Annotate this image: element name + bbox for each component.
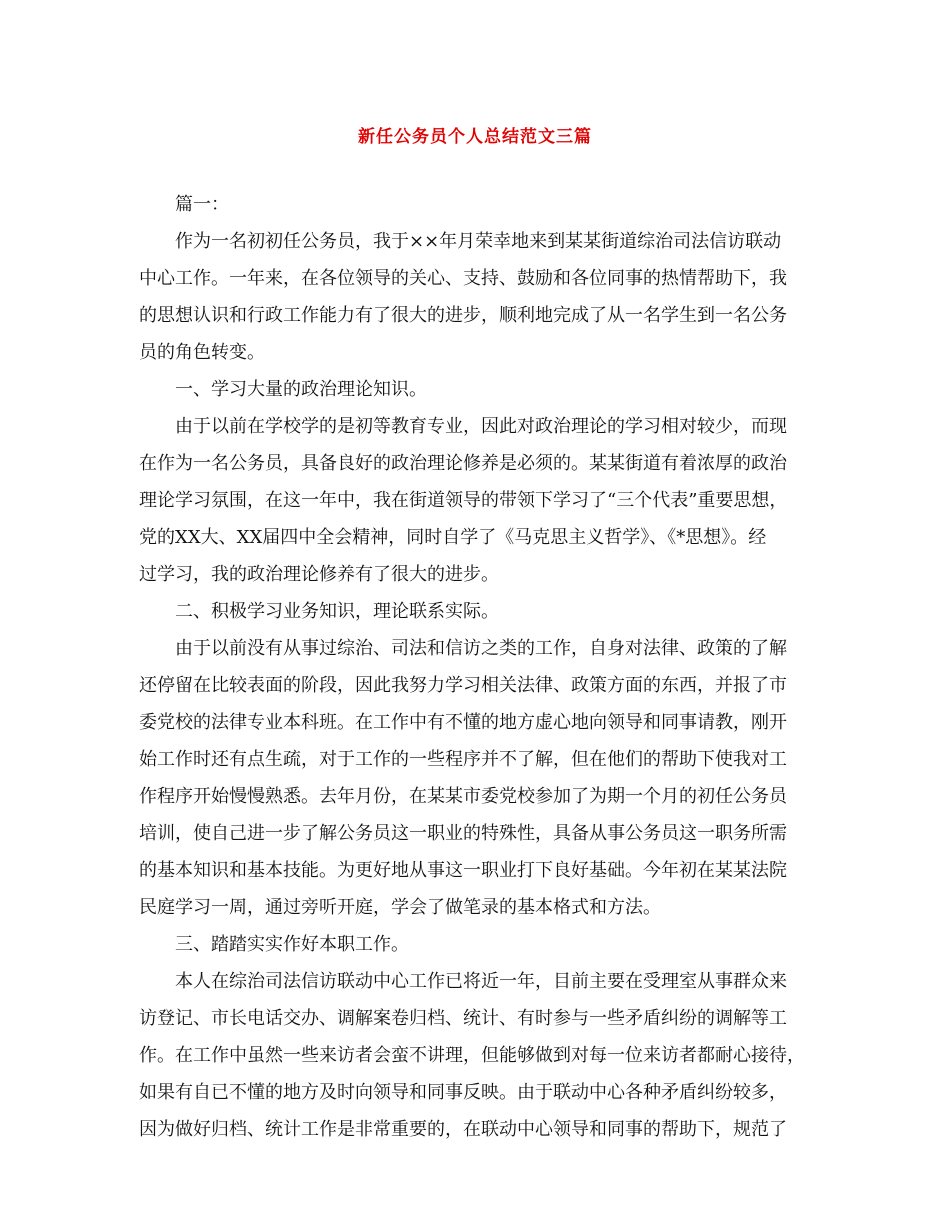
text-line: 由于以前在学校学的是初等教育专业，因此对政治理论的学习相对较少，而现 <box>175 416 787 437</box>
section-heading: 二、积极学习业务知识，理论联系实际。 <box>175 601 499 622</box>
text-line: 委党校的法律专业本科班。在工作中有不懂的地方虚心地向领导和同事请教，刚开 <box>139 712 787 733</box>
text-line: 过学习，我的政治理论修养有了很大的进步。 <box>139 564 499 585</box>
text-line: 由于以前没有从事过综治、司法和信访之类的工作，自身对法律、政策的了解 <box>175 638 787 659</box>
text-line: 的思想认识和行政工作能力有了很大的进步，顺利地完成了从一名学生到一名公务 <box>139 305 787 326</box>
text-line: 在作为一名公务员，具备良好的政治理论修养是必须的。某某街道有着浓厚的政治 <box>139 453 787 474</box>
text-line: 始工作时还有点生疏，对于工作的一些程序并不了解，但在他们的帮助下使我对工 <box>139 749 787 770</box>
text-line: 培训，使自己进一步了解公务员这一职业的特殊性，具备从事公务员这一职务所需 <box>139 823 787 844</box>
section-heading: 三、踏踏实实作好本职工作。 <box>175 934 409 955</box>
text-line: 民庭学习一周，通过旁听开庭，学会了做笔录的基本格式和方法。 <box>139 897 661 918</box>
text-line: 因为做好归档、统计工作是非常重要的，在联动中心领导和同事的帮助下，规范了 <box>139 1119 787 1140</box>
text-line: 如果有自已不懂的地方及时向领导和同事反映。由于联动中心各种矛盾纠纷较多， <box>139 1082 787 1103</box>
text-line: 篇一： <box>175 194 229 215</box>
document-title: 新任公务员个人总结范文三篇 <box>358 127 592 147</box>
text-line: 作为一名初初任公务员，我于××年月荣幸地来到某某街道综治司法信访联动 <box>175 231 782 252</box>
text-line: 还停留在比较表面的阶段，因此我努力学习相关法律、政策方面的东西，并报了市 <box>139 675 787 696</box>
text-line: 作。在工作中虽然一些来访者会蛮不讲理，但能够做到对每一位来访者都耐心接待， <box>139 1045 805 1066</box>
section-heading: 一、学习大量的政治理论知识。 <box>175 379 427 400</box>
text-line: 本人在综治司法信访联动中心工作已将近一年，目前主要在受理室从事群众来 <box>175 971 787 992</box>
text-line: 访登记、市长电话交办、调解案卷归档、统计、有时参与一些矛盾纠纷的调解等工 <box>139 1008 787 1029</box>
text-line: 的基本知识和基本技能。为更好地从事这一职业打下良好基础。今年初在某某法院 <box>139 860 787 881</box>
text-line: 中心工作。一年来，在各位领导的关心、支持、鼓励和各位同事的热情帮助下，我 <box>139 268 787 289</box>
text-line: 理论学习氛围，在这一年中，我在街道领导的带领下学习了“三个代表”重要思想， <box>139 490 788 511</box>
text-line: 作程序开始慢慢熟悉。去年月份，在某某市委党校参加了为期一个月的初任公务员 <box>139 786 787 807</box>
text-line: 员的角色转变。 <box>139 342 265 363</box>
text-line: 党的XX大、XX届四中全会精神，同时自学了《马克思主义哲学》、《*思想》。经 <box>139 527 767 548</box>
